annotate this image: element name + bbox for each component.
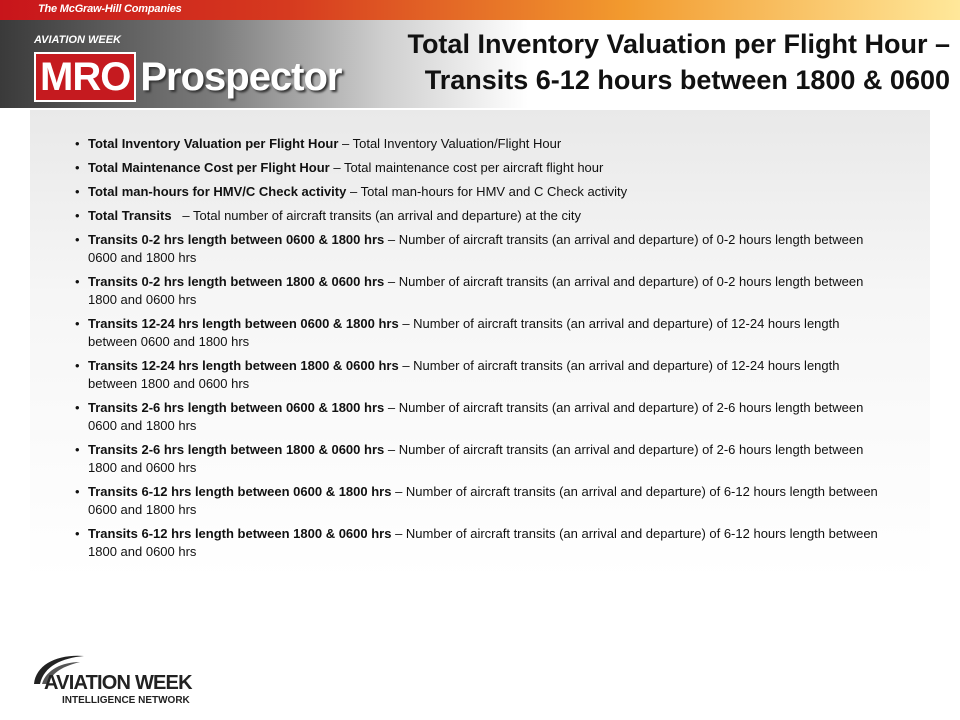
bullet-icon: • bbox=[75, 316, 80, 331]
definition-term: Transits 2-6 hrs length between 0600 & 1800 hrs bbox=[88, 400, 385, 415]
definition-desc: – Number of aircraft transits (an arrival and departure) of 12-24 hours length between 0600 and 1800 hrs bbox=[88, 316, 840, 349]
definition-term: Transits 2-6 hrs length between 1800 & 0600 hrs bbox=[88, 442, 385, 457]
bullet-icon: • bbox=[75, 442, 80, 457]
footer-logo-main: AVIATION WEEK bbox=[44, 672, 192, 694]
definition-desc: – Number of aircraft transits (an arrival and departure) of 2-6 hours length between 0600 and 1800 hrs bbox=[88, 400, 864, 433]
slide-title-line-1: Total Inventory Valuation per Flight Hour – bbox=[407, 29, 950, 59]
list-item bbox=[75, 483, 878, 519]
definition-desc: – Total Inventory Valuation/Flight Hour bbox=[338, 136, 562, 151]
definition-term: Total Maintenance Cost per Flight Hour bbox=[88, 160, 330, 175]
definition-term: Transits 0-2 hrs length between 1800 & 0600 hrs bbox=[88, 274, 385, 289]
list-item bbox=[75, 183, 878, 201]
bullet-icon: • bbox=[75, 526, 80, 541]
list-item bbox=[75, 315, 878, 351]
definition-term: Total man-hours for HMV/C Check activity bbox=[88, 184, 347, 199]
list-item bbox=[75, 273, 878, 309]
list-item bbox=[75, 525, 878, 561]
definition-desc: – Total number of aircraft transits (an arrival and departure) at the city bbox=[171, 208, 582, 223]
slide-title bbox=[290, 26, 950, 98]
aviation-week-small-logo: AVIATION WEEK bbox=[34, 34, 121, 46]
definition-term: Transits 12-24 hrs length between 1800 & 0600 hrs bbox=[88, 358, 399, 373]
definition-desc: – Number of aircraft transits (an arrival and departure) of 6-12 hours length between 0600 and 1800 hrs bbox=[88, 484, 878, 517]
definitions-list bbox=[75, 135, 878, 567]
list-item bbox=[75, 357, 878, 393]
definition-desc: – Number of aircraft transits (an arrival and departure) of 2-6 hours length between 1800 and 0600 hrs bbox=[88, 442, 864, 475]
bullet-icon: • bbox=[75, 400, 80, 415]
list-item bbox=[75, 207, 878, 225]
publisher-bar bbox=[0, 0, 960, 20]
definition-term: Transits 6-12 hrs length between 1800 & 0600 hrs bbox=[88, 526, 392, 541]
bullet-icon: • bbox=[75, 184, 80, 199]
aviation-week-intelligence-logo bbox=[28, 650, 228, 710]
list-item bbox=[75, 135, 878, 153]
bullet-icon: • bbox=[75, 160, 80, 175]
bullet-icon: • bbox=[75, 484, 80, 499]
definition-desc: – Number of aircraft transits (an arrival and departure) of 6-12 hours length between 1800 and 0600 hrs bbox=[88, 526, 878, 559]
definition-term: Total Inventory Valuation per Flight Hour bbox=[88, 136, 339, 151]
prospector-logo-text: Prospector bbox=[140, 55, 342, 99]
definition-term: Transits 6-12 hrs length between 0600 & 1800 hrs bbox=[88, 484, 392, 499]
mcgraw-hill-logo: The McGraw-Hill Companies bbox=[38, 3, 182, 15]
definition-term: Transits 0-2 hrs length between 0600 & 1800 hrs bbox=[88, 232, 385, 247]
list-item bbox=[75, 441, 878, 477]
definition-desc: – Number of aircraft transits (an arrival and departure) of 12-24 hours length between 1800 and 0600 hrs bbox=[88, 358, 840, 391]
list-item bbox=[75, 399, 878, 435]
list-item bbox=[75, 231, 878, 267]
definition-desc: – Total maintenance cost per aircraft flight hour bbox=[329, 160, 604, 175]
definition-desc: – Number of aircraft transits (an arrival and departure) of 0-2 hours length between 1800 and 0600 hrs bbox=[88, 274, 864, 307]
definition-desc: – Total man-hours for HMV and C Check activity bbox=[346, 184, 628, 199]
list-item bbox=[75, 159, 878, 177]
definition-term: Total Transits bbox=[88, 208, 172, 223]
slide-title-line-2: Transits 6-12 hours between 1800 & 0600 bbox=[424, 65, 950, 95]
bullet-icon: • bbox=[75, 136, 80, 151]
footer-logo-sub: INTELLIGENCE NETWORK bbox=[62, 695, 190, 706]
bullet-icon: • bbox=[75, 208, 80, 223]
definition-desc: – Number of aircraft transits (an arrival and departure) of 0-2 hours length between 0600 and 1800 hrs bbox=[88, 232, 864, 265]
bullet-icon: • bbox=[75, 358, 80, 373]
bullet-icon: • bbox=[75, 232, 80, 247]
mro-logo-text: MRO bbox=[34, 52, 136, 102]
definition-term: Transits 12-24 hrs length between 0600 & 1800 hrs bbox=[88, 316, 399, 331]
bullet-icon: • bbox=[75, 274, 80, 289]
